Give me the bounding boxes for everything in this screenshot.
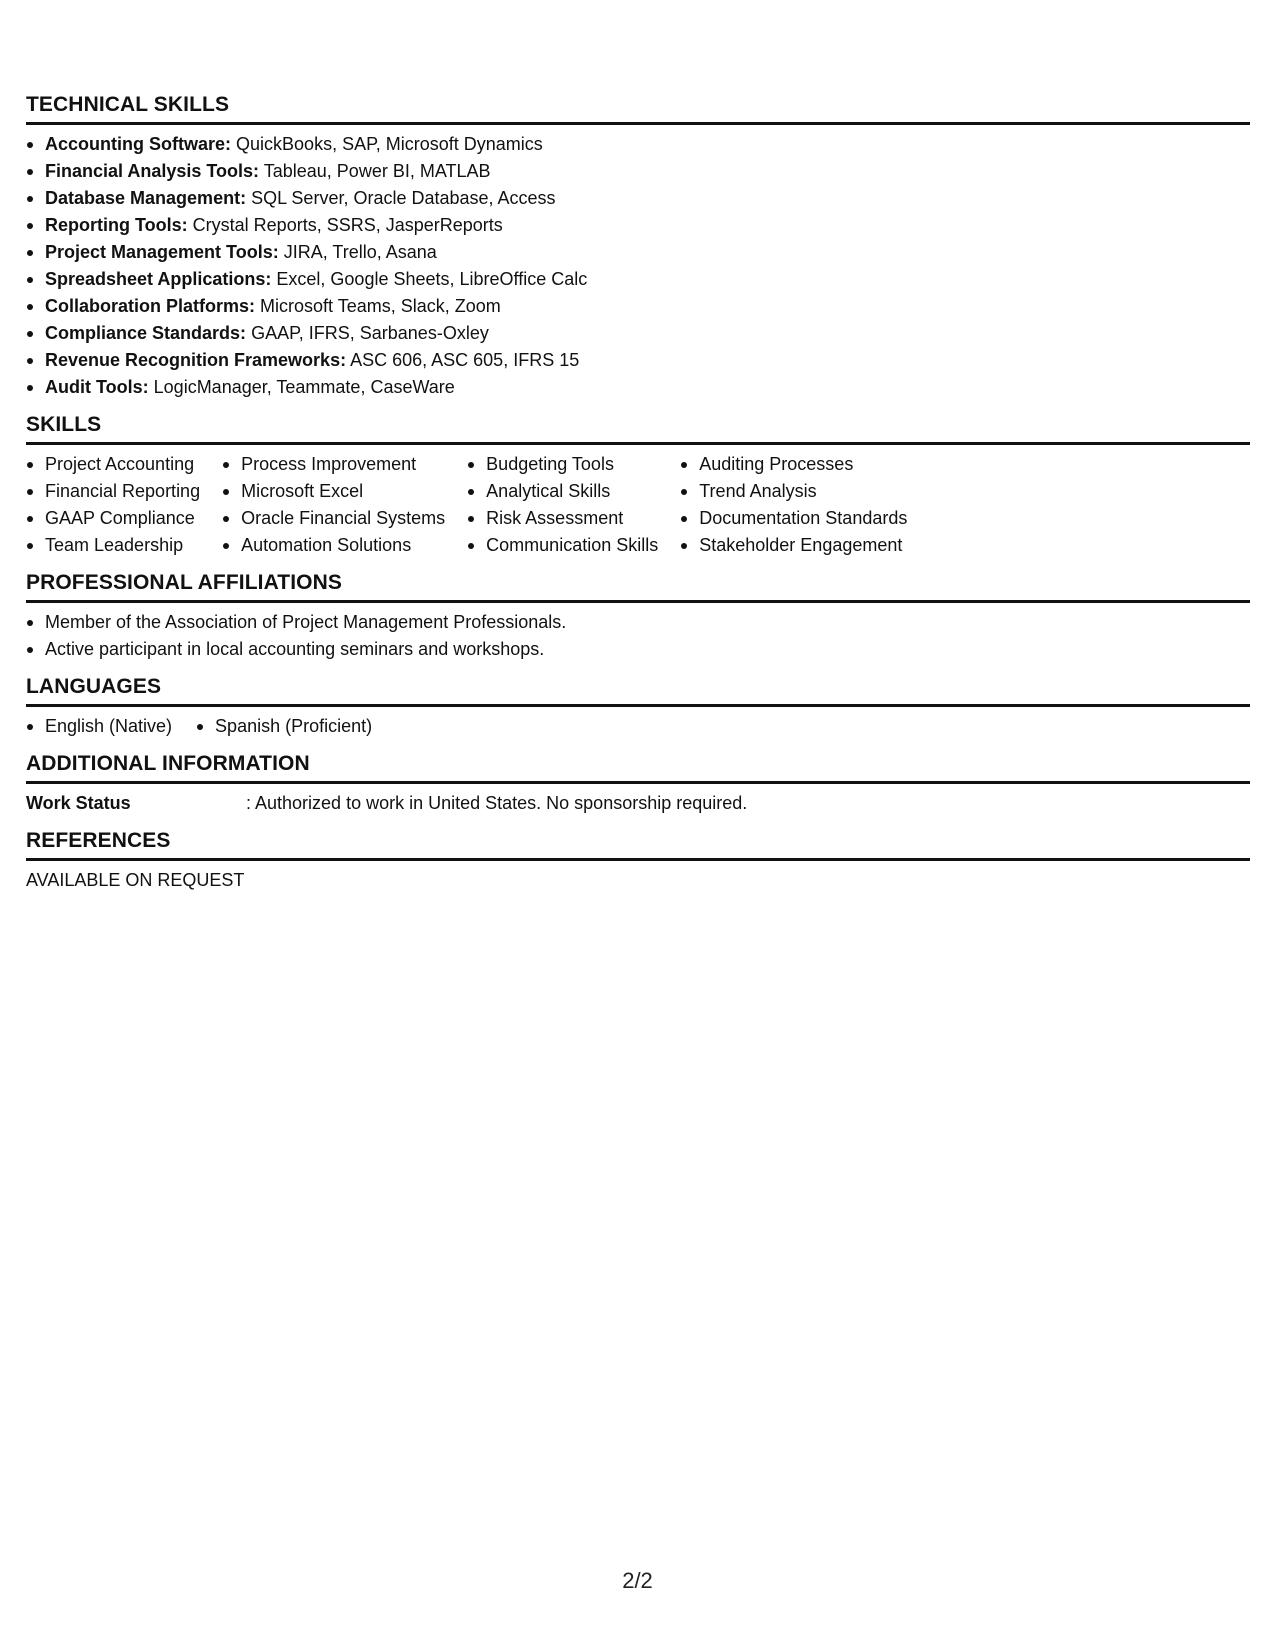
skill-category-value: GAAP, IFRS, Sarbanes-Oxley (251, 323, 489, 343)
languages-list (26, 713, 1250, 740)
skills-column (467, 451, 658, 559)
section-divider (26, 442, 1250, 445)
skill-category-value: SQL Server, Oracle Database, Access (251, 188, 556, 208)
list-item: Auditing Processes (680, 451, 907, 478)
section-title: TECHNICAL SKILLS (26, 93, 230, 116)
list-item: Communication Skills (467, 532, 658, 559)
section-divider (26, 704, 1250, 707)
list-item: Trend Analysis (680, 478, 907, 505)
skill-category-label: Accounting Software: (45, 134, 232, 154)
list-item (26, 320, 1250, 347)
affiliations-section (26, 570, 1250, 663)
list-item (26, 266, 1250, 293)
skill-category-label: Collaboration Platforms: (45, 296, 256, 316)
skill-category-label: Revenue Recognition Frameworks: (45, 350, 347, 370)
skill-category-value: JIRA, Trello, Asana (283, 242, 437, 262)
references-text: AVAILABLE ON REQUEST (26, 870, 245, 890)
list-item (26, 293, 1250, 320)
list-item: Automation Solutions (222, 532, 445, 559)
skill-category-label: Project Management Tools: (45, 242, 279, 262)
list-item: Project Accounting (26, 451, 200, 478)
skill-category-value: LogicManager, Teammate, CaseWare (153, 377, 455, 397)
skills-section (26, 412, 1250, 559)
work-status-label: Work Status (26, 793, 131, 813)
list-item (26, 158, 1250, 185)
skills-column (26, 451, 200, 559)
section-divider (26, 858, 1250, 861)
section-title: PROFESSIONAL AFFILIATIONS (26, 571, 342, 594)
affiliations-list (26, 609, 1250, 663)
list-item (26, 239, 1250, 266)
resume-page (26, 92, 1250, 905)
work-status-value: : Authorized to work in United States. No sponsorship required. (246, 793, 748, 813)
list-item: Risk Assessment (467, 505, 658, 532)
skill-category-label: Compliance Standards: (45, 323, 247, 343)
skill-category-value: ASC 606, ASC 605, IFRS 15 (350, 350, 580, 370)
list-item: Documentation Standards (680, 505, 907, 532)
list-item (26, 185, 1250, 212)
list-item: Microsoft Excel (222, 478, 445, 505)
skills-column (680, 451, 907, 559)
skills-column (222, 451, 445, 559)
list-item (26, 212, 1250, 239)
section-title: SKILLS (26, 413, 102, 436)
skill-category-value: Tableau, Power BI, MATLAB (263, 161, 491, 181)
list-item: Budgeting Tools (467, 451, 658, 478)
skill-category-label: Financial Analysis Tools: (45, 161, 260, 181)
section-title: REFERENCES (26, 829, 171, 852)
list-item: Process Improvement (222, 451, 445, 478)
skill-category-label: Audit Tools: (45, 377, 149, 397)
technical-skills-section (26, 92, 1250, 401)
section-divider (26, 122, 1250, 125)
section-divider (26, 600, 1250, 603)
list-item: Oracle Financial Systems (222, 505, 445, 532)
page-number: 2/2 (622, 1568, 653, 1593)
list-item (26, 374, 1250, 401)
skill-category-value: Microsoft Teams, Slack, Zoom (260, 296, 501, 316)
work-status-row (26, 790, 1250, 817)
skill-category-value: QuickBooks, SAP, Microsoft Dynamics (236, 134, 543, 154)
skill-category-value: Excel, Google Sheets, LibreOffice Calc (276, 269, 588, 289)
list-item: Member of the Association of Project Management Professionals. (26, 609, 1250, 636)
references-section (26, 828, 1250, 894)
skill-category-label: Reporting Tools: (45, 215, 188, 235)
section-divider (26, 781, 1250, 784)
list-item: Active participant in local accounting seminars and workshops. (26, 636, 1250, 663)
list-item (26, 131, 1250, 158)
skill-category-value: Crystal Reports, SSRS, JasperReports (192, 215, 503, 235)
technical-skills-list (26, 131, 1250, 401)
list-item (26, 347, 1250, 374)
list-item: Team Leadership (26, 532, 200, 559)
section-title: ADDITIONAL INFORMATION (26, 752, 310, 775)
list-item: Analytical Skills (467, 478, 658, 505)
section-title: LANGUAGES (26, 675, 162, 698)
list-item: English (Native) (26, 713, 172, 740)
additional-info-section (26, 751, 1250, 817)
list-item: Spanish (Proficient) (196, 713, 372, 740)
skill-category-label: Spreadsheet Applications: (45, 269, 272, 289)
skills-grid (26, 451, 1250, 559)
list-item: GAAP Compliance (26, 505, 200, 532)
skill-category-label: Database Management: (45, 188, 247, 208)
list-item: Financial Reporting (26, 478, 200, 505)
list-item: Stakeholder Engagement (680, 532, 907, 559)
languages-section (26, 674, 1250, 740)
